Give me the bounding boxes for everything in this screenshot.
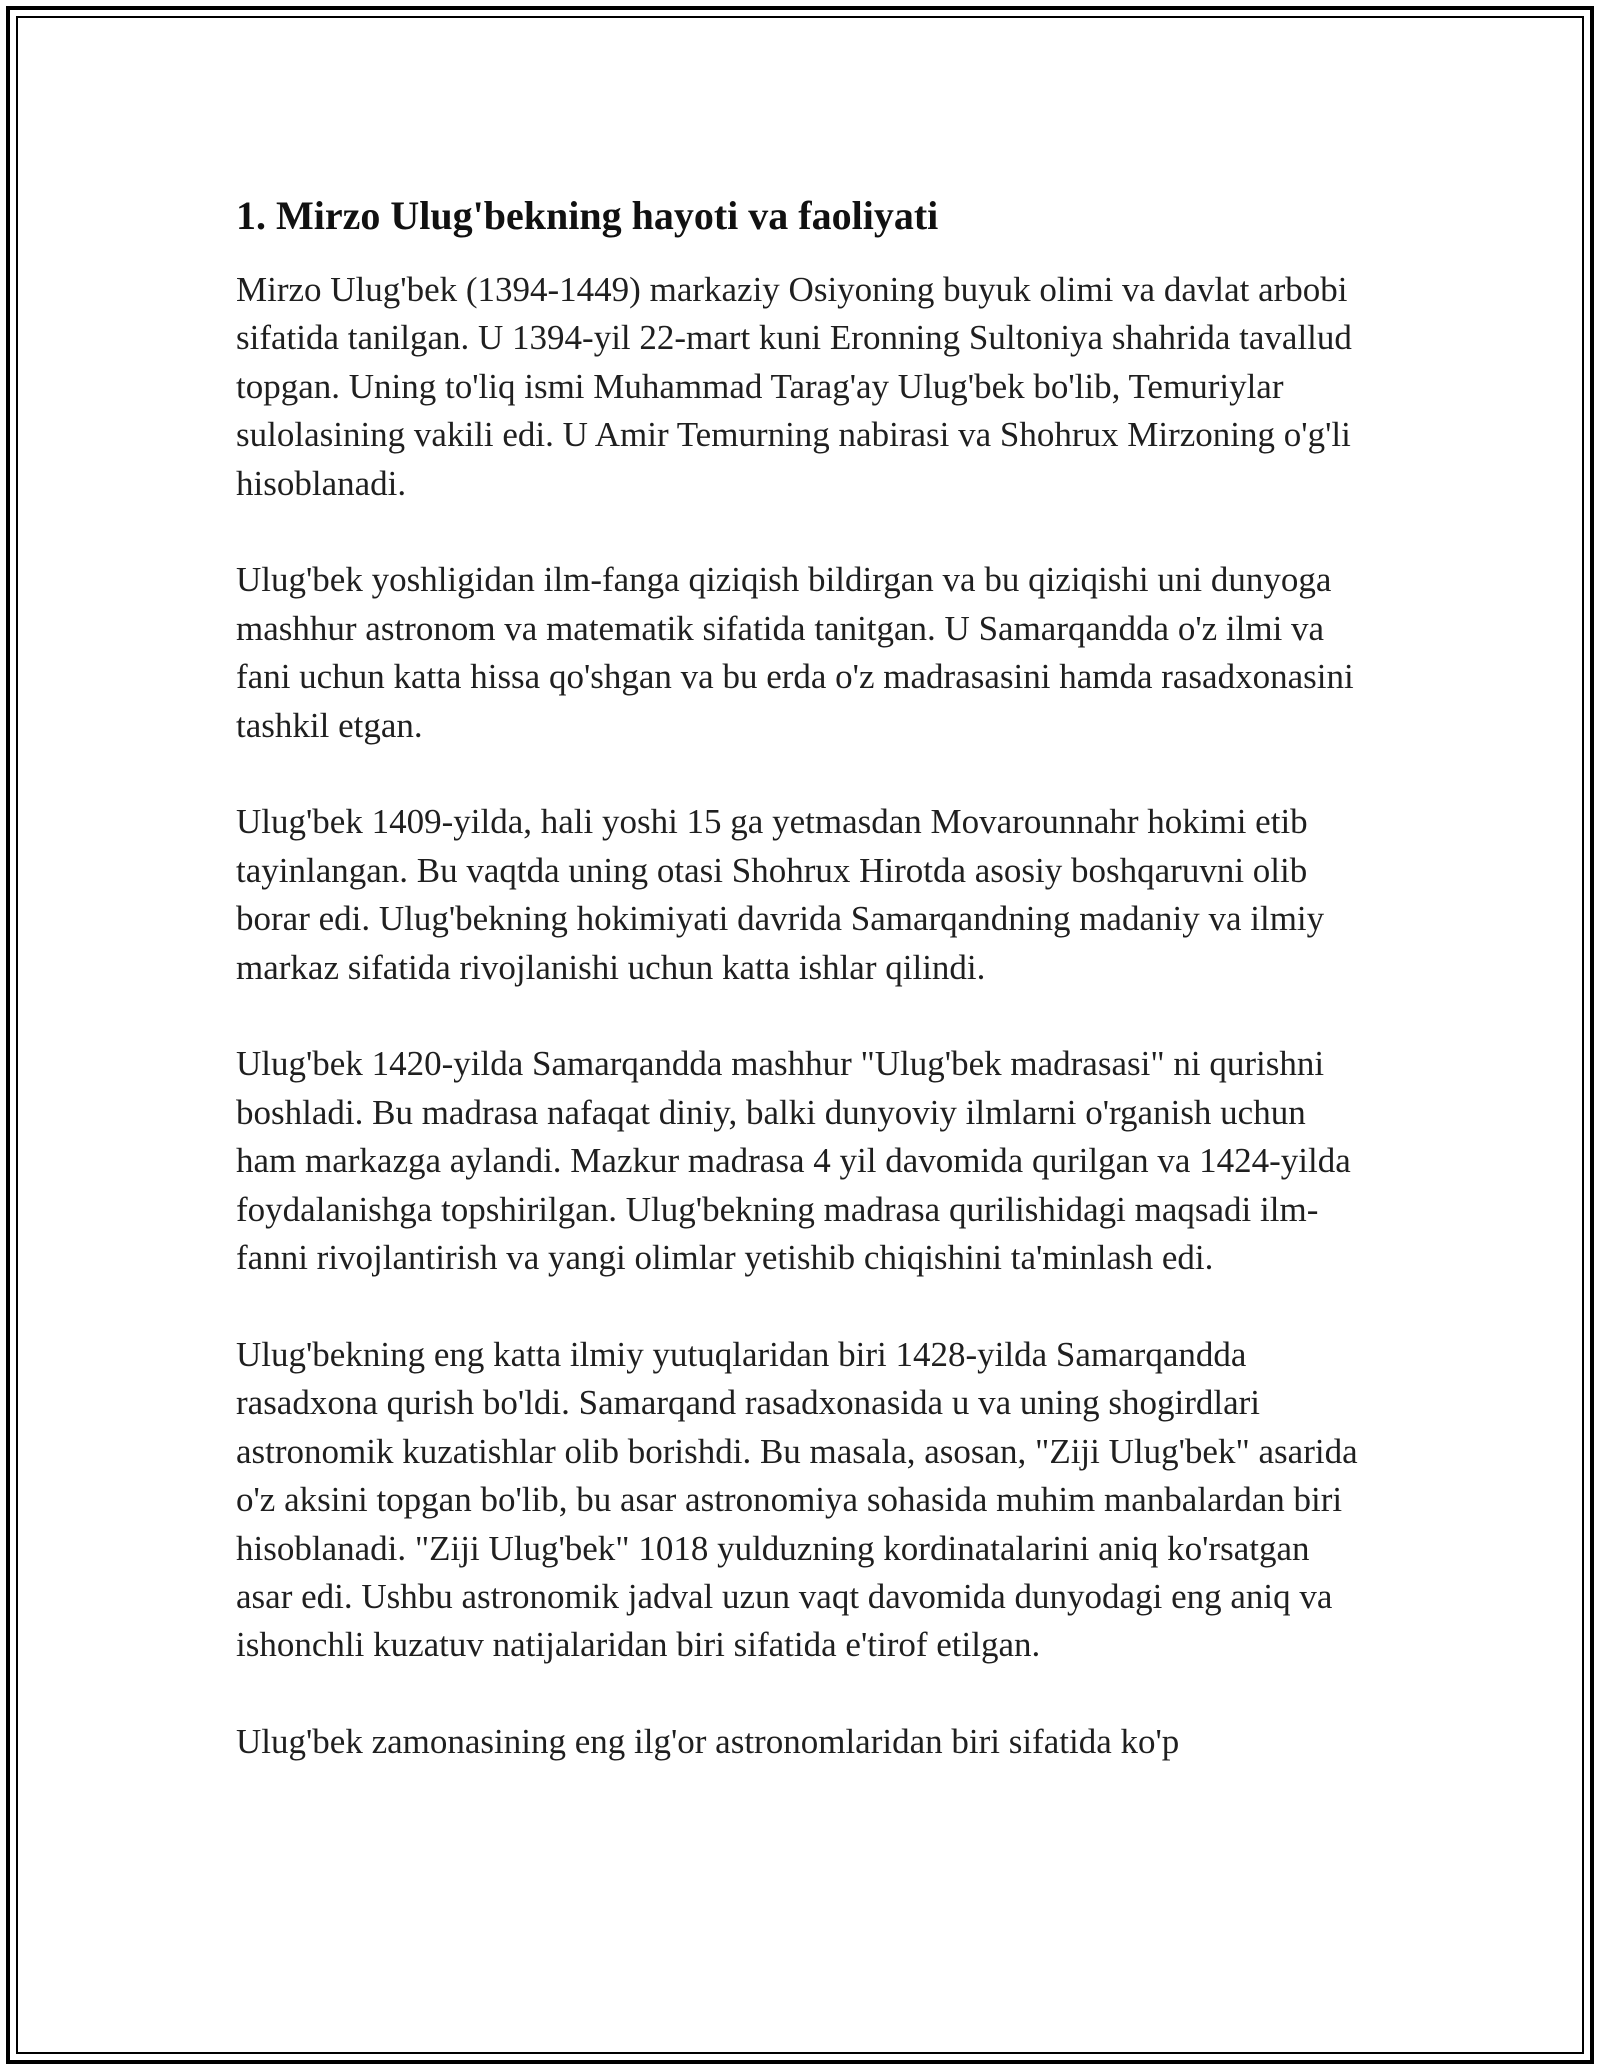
paragraph-continuation: Ulug'bek zamonasining eng ilg'or astronomlaridan biri sifatida ko'p [236, 1722, 1180, 1762]
paragraph-governorship: Ulug'bek 1409-yilda, hali yoshi 15 ga yetmasdan Movarounnahr hokimi etib tayinlangan. Bu vaqtda uning otasi Shohrux Hirotda asosiy boshqaruvni olib borar edi. Ulug'bekning hokimiyati davrida Samarqandning madaniy va ilmiy markaz sifatida rivojlanishi uchun katta ishlar qilindi. [236, 802, 1325, 987]
document-body [236, 180, 1366, 1767]
paragraph-early-interest: Ulug'bek yoshligidan ilm-fanga qiziqish bildirgan va bu qiziqishi uni dunyoga mashhur astronom va matematik sifatida tanitgan. U Samarqandda o'z ilmi va fani uchun katta hissa qo'shgan va bu erda o'z madrasasini hamda rasadxonasini tashkil etgan. [236, 560, 1354, 745]
paragraph-madrasa: Ulug'bek 1420-yilda Samarqandda mashhur "Ulug'bek madrasasi" ni qurishni boshladi. Bu madrasa nafaqat diniy, balki dunyoviy ilmlarni o'rganish uchun ham markazga aylandi. Mazkur madrasa 4 yil davomida qurilgan va 1424-yilda foydalanishga topshirilgan. Ulug'bekning madrasa qurilishidagi maqsadi ilm-fanni rivojlantirish va yangi olimlar yetishib chiqishini ta'minlash edi. [236, 1044, 1351, 1278]
paragraph-biography-intro: Mirzo Ulug'bek (1394-1449) markaziy Osiyoning buyuk olimi va davlat arbobi sifatida tanilgan. U 1394-yil 22-mart kuni Eronning Sultoniya shahrida tavallud topgan. Uning to'liq ismi Muhammad Tarag'ay Ulug'bek bo'lib, Temuriylar sulolasining vakili edi. U Amir Temurning nabirasi va Shohrux Mirzoning o'g'li hisoblanadi. [236, 270, 1352, 503]
page-title: 1. Mirzo Ulug'bekning hayoti va faoliyati [236, 193, 939, 238]
paragraph-observatory: Ulug'bekning eng katta ilmiy yutuqlaridan biri 1428-yilda Samarqandda rasadxona qurish bo'ldi. Samarqand rasadxonasida u va uning shogirdlari astronomik kuzatishlar olib borishdi. Bu masala, asosan, "Ziji Ulug'bek" asarida o'z aksini topgan bo'lib, bu asar astronomiya sohasida muhim manbalardan biri hisoblanadi. "Ziji Ulug'bek" 1018 yulduzning kordinatalarini aniq ko'rsatgan asar edi. Ushbu astronomik jadval uzun vaqt davomida dunyodagi eng aniq va ishonchli kuzatuv natijalaridan biri sifatida e'tirof etilgan. [236, 1334, 1358, 1665]
